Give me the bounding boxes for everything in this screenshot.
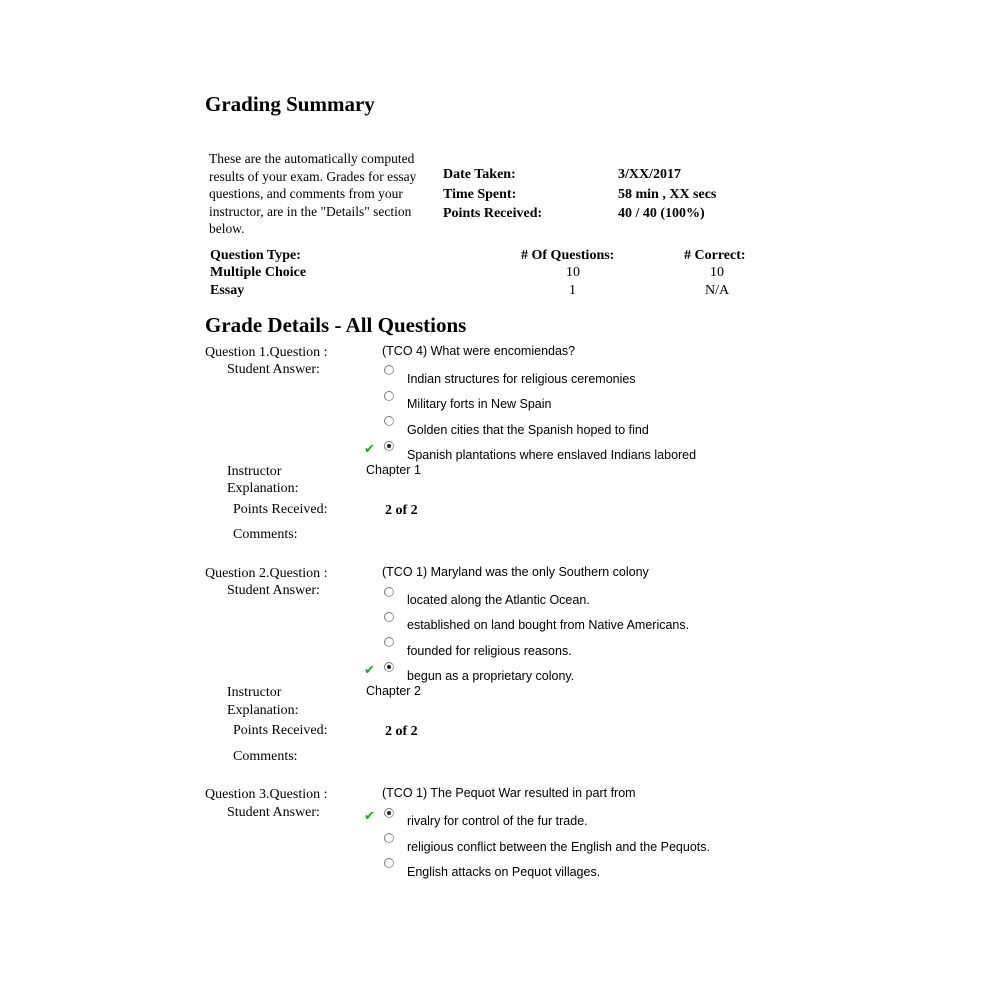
table-row-correct: N/A (705, 283, 730, 298)
answer-option: begun as a proprietary colony. (407, 669, 575, 683)
radio-button[interactable] (384, 391, 394, 401)
time-spent-value: 58 min , XX secs (618, 187, 717, 202)
answer-option: Spanish plantations where enslaved Indians labored (407, 448, 697, 462)
check-icon: ✔ (364, 442, 375, 457)
question-text: (TCO 1) Maryland was the only Southern colony (382, 565, 649, 579)
comments-label: Comments: (233, 527, 298, 542)
check-icon: ✔ (364, 809, 375, 824)
table-row-correct: 10 (710, 265, 724, 280)
table-row-count: 10 (566, 265, 580, 280)
table-header-count: # Of Questions: (521, 248, 615, 263)
question-text: (TCO 1) The Pequot War resulted in part from (382, 786, 636, 800)
table-header-correct: # Correct: (684, 248, 746, 263)
student-answer-label: Student Answer: (227, 362, 320, 377)
student-answer-label: Student Answer: (227, 805, 320, 820)
instructor-explanation: Chapter 1 (366, 463, 421, 477)
question-label: Question 2.Question : (205, 566, 328, 581)
explanation-label: Explanation: (227, 481, 299, 496)
points-value: 2 of 2 (385, 724, 418, 739)
radio-button-selected[interactable] (384, 808, 394, 818)
points-received-label: Points Received: (443, 206, 543, 221)
table-row-count: 1 (569, 283, 576, 298)
student-answer-label: Student Answer: (227, 583, 320, 598)
radio-button[interactable] (384, 637, 394, 647)
answer-option: located along the Atlantic Ocean. (407, 593, 590, 607)
answer-option: founded for religious reasons. (407, 644, 572, 658)
table-header-type: Question Type: (210, 248, 301, 263)
summary-intro: These are the automatically computed results of your exam. Grades for essay questions, and comments from your instructor, are in the "Details" section below. (209, 151, 417, 236)
instructor-explanation: Chapter 2 (366, 684, 421, 698)
page-title: Grading Summary (205, 92, 375, 116)
radio-button-selected[interactable] (384, 441, 394, 451)
answer-option: English attacks on Pequot villages. (407, 865, 601, 879)
explanation-label: Explanation: (227, 703, 299, 718)
points-received-label: Points Received: (233, 723, 328, 738)
points-received-label: Points Received: (233, 502, 328, 517)
instructor-label: Instructor (227, 685, 282, 700)
date-taken-label: Date Taken: (443, 167, 516, 182)
comments-label: Comments: (233, 749, 298, 764)
points-value: 2 of 2 (385, 503, 418, 518)
question-label: Question 3.Question : (205, 787, 328, 802)
instructor-label: Instructor (227, 464, 282, 479)
radio-button[interactable] (384, 365, 394, 375)
radio-button[interactable] (384, 587, 394, 597)
date-taken-value: 3/XX/2017 (618, 167, 681, 182)
question-label: Question 1.Question : (205, 345, 328, 360)
radio-button[interactable] (384, 858, 394, 868)
radio-button[interactable] (384, 612, 394, 622)
answer-option: established on land bought from Native Americans. (407, 618, 690, 632)
answer-option: religious conflict between the English and the Pequots. (407, 840, 710, 854)
answer-option: Indian structures for religious ceremonies (407, 372, 636, 386)
answer-option: rivalry for control of the fur trade. (407, 814, 588, 828)
grade-details-title: Grade Details - All Questions (205, 313, 467, 337)
time-spent-label: Time Spent: (443, 187, 517, 202)
question-text: (TCO 4) What were encomiendas? (382, 344, 576, 358)
table-row-type: Essay (210, 283, 245, 298)
check-icon: ✔ (364, 663, 375, 678)
points-received-value: 40 / 40 (100%) (618, 206, 705, 221)
radio-button[interactable] (384, 416, 394, 426)
answer-option: Golden cities that the Spanish hoped to find (407, 423, 649, 437)
answer-option: Military forts in New Spain (407, 397, 552, 411)
radio-button[interactable] (384, 833, 394, 843)
table-row-type: Multiple Choice (210, 265, 307, 280)
radio-button-selected[interactable] (384, 662, 394, 672)
